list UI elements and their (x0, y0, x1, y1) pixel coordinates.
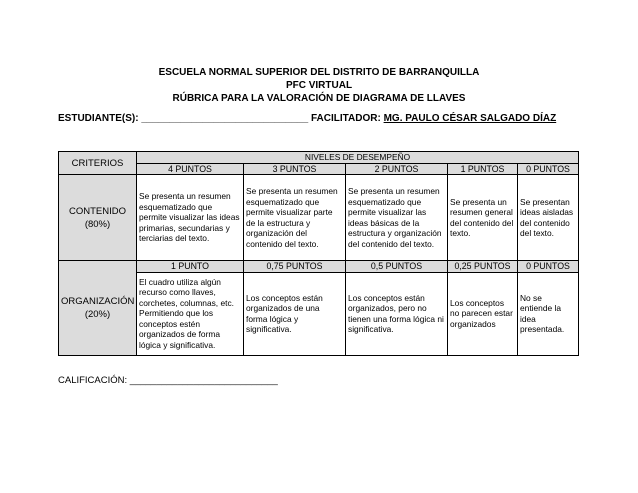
criterion-name: CONTENIDO (69, 205, 126, 217)
descriptor-cell: Se presenta un resumen esquematizado que permite visualizar parte de la estructura y organización del contenido del texto. (244, 175, 346, 261)
descriptor-cell: Se presenta un resumen general del contenido del texto. (448, 175, 518, 261)
level-label: 3 PUNTOS (244, 163, 346, 175)
level-label: 2 PUNTOS (346, 163, 448, 175)
level-label: 1 PUNTOS (448, 163, 518, 175)
criterion-weight: (80%) (84, 218, 111, 230)
criterion-name: ORGANIZACIÓN (61, 295, 135, 307)
contenido-row (59, 175, 579, 261)
level-label: 0,25 PUNTOS (448, 261, 518, 273)
criterion-weight: (20%) (84, 308, 111, 320)
institution-title: ESCUELA NORMAL SUPERIOR DEL DISTRITO DE BARRANQUILLA (158, 67, 480, 78)
organizacion-row (59, 272, 579, 355)
facilitator-name: MG. PAULO CÉSAR SALGADO DÍAZ (383, 113, 557, 124)
descriptor-cell: No se entiende la idea presentada. (518, 272, 579, 355)
contenido-level-row (59, 163, 579, 175)
student-field: ESTUDIANTE(S): ______________________________ (58, 113, 309, 124)
criterion-contenido (59, 175, 137, 261)
criterion-organizacion (59, 261, 137, 356)
descriptor-cell: Se presenta un resumen esquematizado que permite visualizar las ideas básicas de la estructura y organización del contenido del texto. (346, 175, 448, 261)
levels-header: NIVELES DE DESEMPEÑO (137, 152, 579, 164)
criterios-header: CRITERIOS (59, 152, 137, 175)
level-label: 0,5 PUNTOS (346, 261, 448, 273)
program-title: PFC VIRTUAL (285, 80, 353, 91)
rubric-table (58, 151, 579, 356)
facilitator-line (311, 113, 556, 124)
organizacion-level-row (59, 261, 579, 273)
descriptor-cell: El cuadro utiliza algún recurso como llaves, corchetes, columnas, etc. Permitiendo que los conceptos estén organizados de forma lógica y significativa. (137, 272, 244, 355)
level-label: 0 PUNTOS (518, 163, 579, 175)
facilitator-label: FACILITADOR: (311, 113, 381, 124)
level-label: 0 PUNTOS (518, 261, 579, 273)
calificacion-field: CALIFICACIÓN: ____________________________ (58, 375, 278, 386)
rubric-title: RÚBRICA PARA LA VALORACIÓN DE DIAGRAMA DE LLAVES (172, 93, 466, 104)
level-label: 1 PUNTO (137, 261, 244, 273)
descriptor-cell: Se presenta un resumen esquematizado que permite visualizar las ideas primarias, secundarias y terciarias del texto. (137, 175, 244, 261)
level-label: 0,75 PUNTOS (244, 261, 346, 273)
descriptor-cell: Se presentan ideas aisladas del contenido del texto. (518, 175, 579, 261)
descriptor-cell: Los conceptos no parecen estar organizados (448, 272, 518, 355)
level-label: 4 PUNTOS (137, 163, 244, 175)
descriptor-cell: Los conceptos están organizados, pero no tienen una forma lógica ni significativa. (346, 272, 448, 355)
descriptor-cell: Los conceptos están organizados de una forma lógica y significativa. (244, 272, 346, 355)
